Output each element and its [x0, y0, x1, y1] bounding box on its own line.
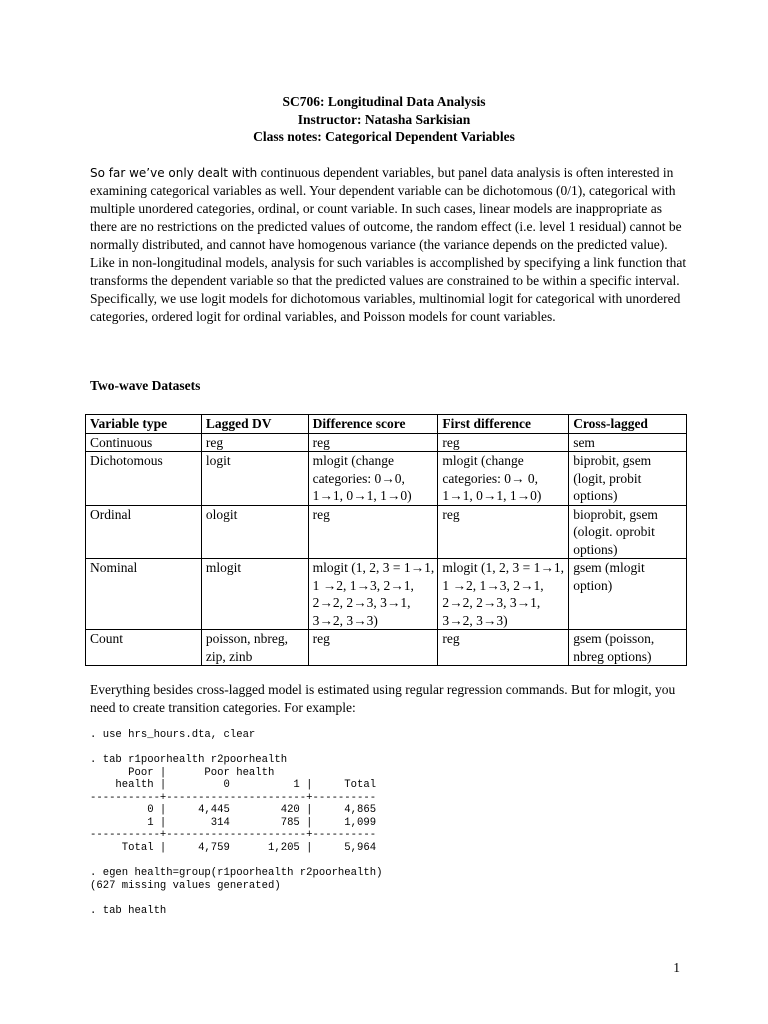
table-cell: reg — [308, 433, 438, 452]
intro-paragraph — [90, 164, 690, 326]
table-cell: gsem (poisson, nbreg options) — [569, 630, 687, 666]
table-cell: Ordinal — [86, 505, 202, 559]
table-cell: reg — [308, 630, 438, 666]
table-cell: poisson, nbreg, zip, zinb — [201, 630, 308, 666]
example-paragraph: Everything besides cross-lagged model is estimated using regular regression commands. But for mlogit, you need to create transition categories. For example: — [90, 682, 676, 715]
table-header-row — [86, 415, 687, 434]
table-cell: ologit — [201, 505, 308, 559]
table-row — [86, 505, 687, 559]
table-cell: reg — [438, 630, 569, 666]
notes-title: Class notes: Categorical Dependent Variables — [253, 129, 515, 144]
table-cell: logit — [201, 452, 308, 506]
table-cell: mlogit (change categories: 0→0, 1→1, 0→1, 1→0) — [308, 452, 438, 506]
table-cell: reg — [201, 433, 308, 452]
header-cell: Lagged DV — [201, 415, 308, 434]
table-cell: mlogit — [201, 559, 308, 630]
table-cell: mlogit (1, 2, 3 = 1→1, 1 →2, 1→3, 2→1, 2→2, 2→3, 3→1, 3→2, 3→3) — [308, 559, 438, 630]
page-number: 1 — [673, 960, 680, 975]
table-cell: biprobit, gsem (logit, probit options) — [569, 452, 687, 506]
table-row — [86, 452, 687, 506]
table-cell: reg — [308, 505, 438, 559]
table-cell: bioprobit, gsem (ologit. oprobit options) — [569, 505, 687, 559]
table-cell: Continuous — [86, 433, 202, 452]
table-cell: Dichotomous — [86, 452, 202, 506]
table-row — [86, 630, 687, 666]
course-title: SC706: Longitudinal Data Analysis — [282, 94, 486, 109]
table-cell: mlogit (1, 2, 3 = 1→1, 1 →2, 1→3, 2→1, 2→2, 2→3, 3→1, 3→2, 3→3) — [438, 559, 569, 630]
table-cell: reg — [438, 433, 569, 452]
table-cell: reg — [438, 505, 569, 559]
table-row — [86, 433, 687, 452]
intro-lead: So far we’ve only dealt with — [90, 166, 258, 180]
table-cell: Nominal — [86, 559, 202, 630]
intro-body: continuous dependent variables, but panel data analysis is often interested in examining categorical variables as well. Your dependent variable can be dichotomous (0/1), categorical with multiple unordered categories, ordinal, or count variable. In such cases, linear models are inappropriate as there are no restrictions on the predicted values of outcome, the random effect (i.e. level 1 residual) cannot be normally distributed, and cannot have homogenous variance (the variance depends on the predicted value). Like in non-longitudinal models, analysis for such variables is accomplished by specifying a link function that transforms the dependent variable so that the predicted values are constrained to be within a specific interval. Specifically, we use logit models for dichotomous variables, multinomial logit for categorical with unordered categories, ordered logit for ordinal variables, and Poisson models for count variables. — [90, 165, 687, 324]
document-header — [0, 93, 768, 146]
header-cell: First difference — [438, 415, 569, 434]
table-cell: mlogit (change categories: 0→ 0, 1→1, 0→1, 1→0) — [438, 452, 569, 506]
section-title: Two-wave Datasets — [90, 378, 201, 393]
stata-output: . use hrs_hours.dta, clear . tab r1poorhealth r2poorhealth Poor | Poor health health | 0 1 | Total -----------+----------------------+---------- 0 | 4,445 420 | 4,865 1 | 314 785 | 1,099 -----------+----------------------+---------- Total | 4,759 1,205 | 5,964 . egen health=group(r1poorhealth r2poorhealth) (627 missing values generated) . tab health — [90, 729, 383, 917]
model-table — [85, 414, 687, 666]
table-cell: gsem (mlogit option) — [569, 559, 687, 630]
header-cell: Cross-lagged — [569, 415, 687, 434]
header-cell: Difference score — [308, 415, 438, 434]
instructor-line: Instructor: Natasha Sarkisian — [297, 111, 471, 127]
table-cell: Count — [86, 630, 202, 666]
table-cell: sem — [569, 433, 687, 452]
header-cell: Variable type — [86, 415, 202, 434]
table-row — [86, 559, 687, 630]
